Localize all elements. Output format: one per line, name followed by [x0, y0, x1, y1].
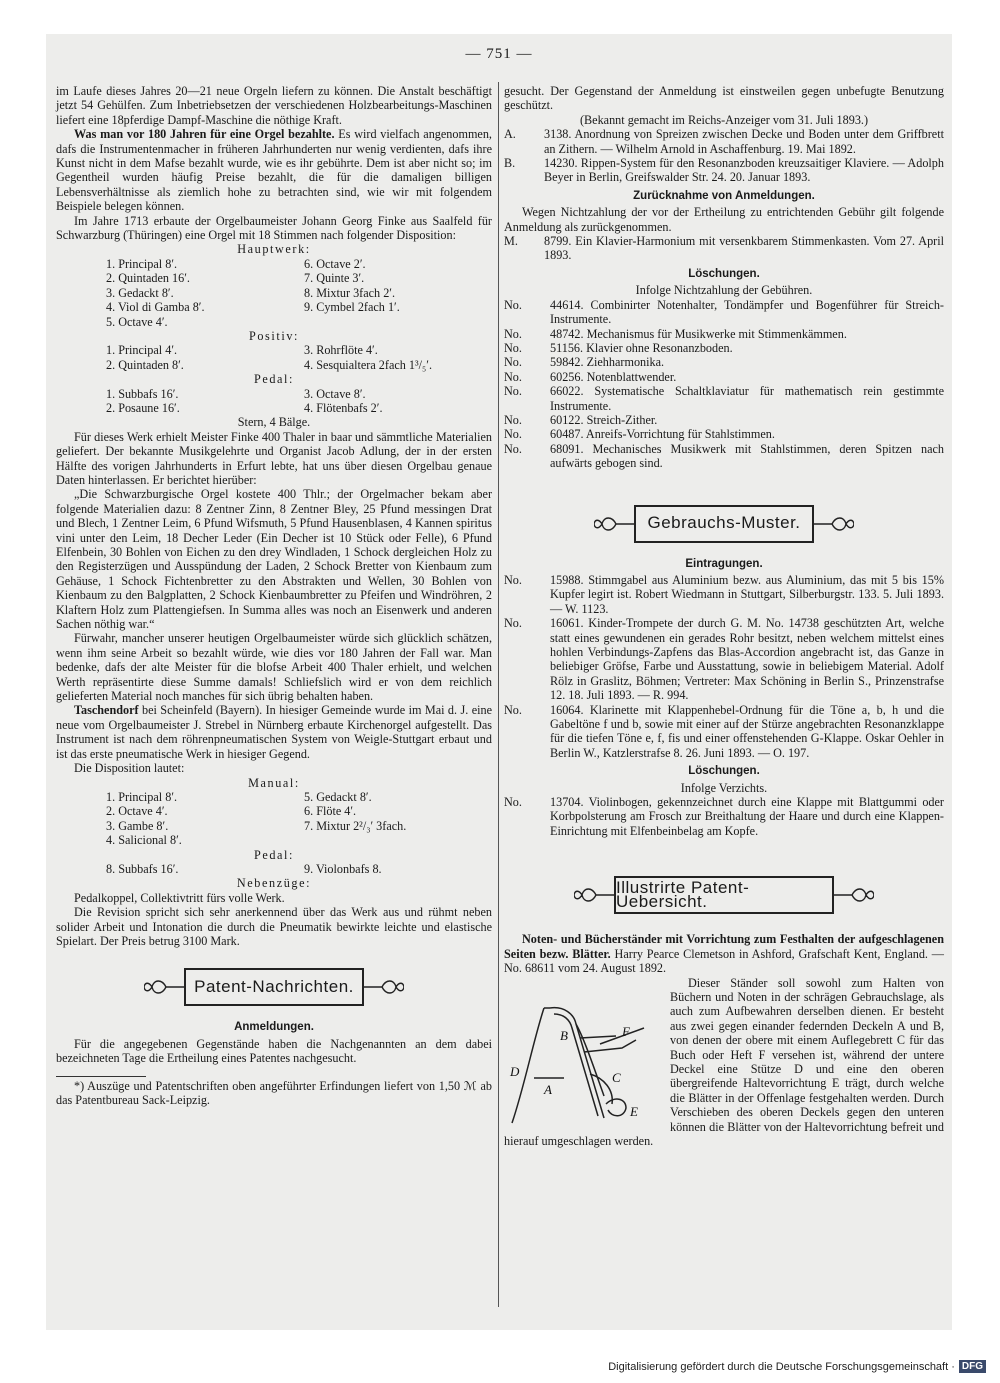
stop-item: 3. Gedackt 8′.: [106, 285, 174, 300]
paragraph: im Laufe dieses Jahres 20—21 neue Orgeln liefern zu können. Die Anstalt beschäftigt jetzt 54 Gehülfen. Zum Inbetriebsetzen der verschiedenen Holzbearbeitungs-Maschinen liefert eine 18pferdige Dampf-Maschine die nöthige Kraft.: [56, 84, 492, 127]
stop-item: [304, 833, 492, 847]
paragraph: Taschendorf bei Scheinfeld (Bayern). In hiesiger Gemeinde wurde im Mai d. J. eine neue vom Orgelbaumeister J. Strebel in Nürnberg erbaute Kirchenorgel aufgestellt. Das Instrument ist nach dem röhrenpneumatischen System von Weigle-Stuttgart erbaut und ist das erste pneumatische Werk in hiesiger Gegend.: [56, 703, 492, 761]
section-banner: [594, 501, 854, 547]
stop-item: 6. Octave 2′.: [304, 256, 366, 271]
subheading: Löschungen.: [688, 765, 760, 778]
subheading: Löschungen.: [688, 267, 760, 280]
list-item: M. 8799. Ein Klavier-Harmonium mit versenkbarem Stimmenkasten. Vom 27. April 1893.: [504, 234, 944, 263]
stop-list-pedal: [56, 387, 492, 416]
list-item: No. 51156. Klavier ohne Resonanzboden.: [504, 340, 733, 355]
quote-paragraph: „Die Schwarzburgische Orgel kostete 400 Thlr.; der Orgelmacher bekam aber folgende Materialien dazu: 8 Zentner Zinn, 8 Zentner Bley, 25 Pfund messingen Drat und Blech, 1 Zentner Leim, 6 Pfund Wifsmuth, 5 Pfund Hausenblasen, 4 Kannen spiritus vini unter den Leim, 18 Decher Leder (Ein Decher ist 10 Stück oder Felle), 6 Pfund Elfenbein, 30 Bohlen von Eichen zu den drey Windladen, 1 Schock dergleichen Holz zu den Registerzügen und Ausspündung der Laden, 2 Schock Bretter von Kienbaum zum Gehäuse, 1 Schock Fichtenbretter zu den Abstrakten und Wellen, 30 Bohlen von Kienbaum zu den Balgplatten, 2 Schock Kienbaumbretter zu Pfeifen und Windröhren, 2 Klaftern Holz zum Plattengiefsen. In Summa alles was noch an Eisenwerk und anderen Sachen nöthig war.“: [56, 487, 492, 632]
stop-item: 2. Octave 4′.: [106, 804, 168, 819]
paragraph: Was man vor 180 Jahren für eine Orgel bezahlte. Es wird vielfach angenommen, dafs die Instrumentenmacher in früheren Jahrhunderten nur wenig verdienten, dafs ihre Kunst nicht in dem Mafse bezahlt wurde, wie es ihr gebührte. Dem ist aber nicht so; im Gegentheil wurden häufig Preise bezahlt, die für die damaligen billigen Lebensverhältnisse als ziemlich hohe zu betrachten sind, wie wir mit folgendem Beispiele belegen können.: [56, 127, 492, 214]
patent-entry: Noten- und Bücherständer mit Vorrichtung zum Festhalten der aufgeschlagenen Seiten bezw. Blätter. Harry Pearce Clemetson in Ashford, Grafschaft Kent, England. — No. 68611 vom 24. August 1892.: [504, 932, 944, 976]
paragraph: Für dieses Werk erhielt Meister Finke 400 Thaler in baar und sämmtliche Materialien geliefert. Der bekannte Musikgelehrte und Organist Jacob Adlung, der in der ersten Hälfte des vorigen Jahrhunderts in Erfurt lebte, hat uns über diesen Orgelbau genaue Daten hinterlassen. Er berichtet hierüber:: [56, 429, 492, 487]
section-banner: [144, 964, 404, 1010]
article-heading: Taschendorf: [74, 703, 139, 718]
paragraph: Fürwahr, mancher unserer heutigen Orgelbaumeister würde sich glücklich schätzen, wenn ihm seine Arbeit so bezahlt würde, wie dies vor 180 Jahren der Fall war. Man bedenke, dafs der alte Meister für die blofse Arbeit 400 Thaler erhielt, und welchen Werth repräsentirte diese Summe damals! Schliefslich wird er von dem reichlich gelieferten Material noch manches für sich übrig behalten haben.: [56, 631, 492, 704]
list-item: No. 16064. Klarinette mit Klappenhebel-Ordnung für die Töne a, b, h und die Gabeltöne f und b, sowie mit einer auf der Stürze angebrachten Resonanzklappe für die tiefen Töne e, f, fis und einer offenstehenden G-Klappe. Oskar Oehler in Berlin W., Katzlerstrafse 8. 26. Juni 1893. — O. 197.: [504, 702, 944, 760]
patent-title: Noten- und Bücherständer mit Vorrichtung zum Festhalten der aufgeschlagenen Seiten bezw. Blätter.: [504, 932, 944, 961]
subheading: Eintragungen.: [685, 557, 763, 570]
paragraph: Dieser Ständer soll sowohl zum Halten von Büchern und Noten in der schrägen Gebrauchslage, als auch zum Aufbewahren derselben dienen. Er besteht aus zwei gegen einander federnden Deckeln A und B, von denen der obere mit einem Auflegebrett C für das Buch oder Heft F versehen ist, während der untere Deckel eine Stütze D und eine den oberen übergreifende Haltevorrichtung E trägt, durch welche die Blätter in der Offenlage festgehalten werden. Durch Verschieben des oberen Deckels gegen den unteren können die Blätter von der Haltevorrichtung befreit und hierauf umgeschlagen werden.: [504, 975, 944, 1148]
stop-list-hauptwerk: [56, 257, 492, 329]
stop-item: 2. Posaune 16′.: [106, 400, 180, 415]
list-item: No. 60487. Anreifs-Vorrichtung für Stahlstimmen.: [504, 427, 775, 442]
stop-item: 4. Flötenbafs 2′.: [304, 400, 383, 415]
list-item: No. 48742. Mechanismus für Musikwerke mit Stimmenkämmen.: [504, 326, 847, 341]
footer-text: Digitalisierung gefördert durch die Deutsche Forschungsgemeinschaft ·: [608, 1360, 955, 1373]
figure-label: D: [510, 1063, 520, 1079]
paragraph: gesucht. Der Gegenstand der Anmeldung ist einstweilen gegen unbefugte Benutzung geschützt.: [504, 84, 944, 113]
section-label: Manual:: [248, 775, 300, 790]
footnote-rule: [56, 1076, 146, 1077]
nebenzuege-line: Pedalkoppel, Collektivtritt fürs volle Werk.: [74, 890, 285, 905]
list-item: No. 16061. Kinder-Trompete der durch G. M. No. 14738 geschützten Art, welche statt eines gewundenen ein gerades Rohr besitzt, neben welchem mittelst eines hohlen Verbindungs-Zapfens das Blas-Accordion angebracht ist, das Ganze in beliebiger Gröfse, Farbe und Ausstattung, sowie in beliebigem Material. Adolf Rölz in Graslitz, Böhmen; Vertreter: Max Schöning in Berlin S., Prinzenstrafse 12. 18. Juli 1893. — R. 994.: [504, 616, 944, 703]
footnote: *) Auszüge und Patentschriften oben angeführter Erfindungen liefert von 1,50 ℳ ab das Patentbureau Sack-Leipzig.: [56, 1078, 492, 1107]
figure-label: B: [560, 1027, 568, 1043]
figure-label: A: [544, 1081, 552, 1097]
paragraph: Wegen Nichtzahlung der vor der Ertheilung zu entrichtenden Gebühr gilt folgende Anmeldung als zurückgenommen.: [504, 205, 944, 234]
stop-item: 1. Subbafs 16′.: [106, 386, 179, 401]
stop-item: [304, 315, 492, 329]
stop-item: 8. Subbafs 16′.: [106, 861, 179, 876]
ornament-icon: [594, 515, 634, 533]
stop-item: 4. Sesquialtera 2fach 1³/₅′.: [304, 357, 433, 372]
stop-item: 4. Viol di Gamba 8′.: [106, 300, 205, 315]
stern-line: Stern, 4 Bälge.: [237, 415, 311, 430]
stop-item: 6. Flöte 4′.: [304, 804, 357, 819]
stop-list-positiv: [56, 343, 492, 372]
figure-label: C: [612, 1069, 621, 1085]
stop-item: 2. Quintaden 8′.: [106, 357, 184, 372]
subheading-note: Infolge Verzichts.: [680, 780, 768, 795]
ornament-icon: [144, 978, 184, 996]
footer: [608, 1360, 986, 1373]
banner-title: Gebrauchs-Muster.: [634, 505, 814, 543]
stop-item: 1. Principal 4′.: [106, 343, 178, 358]
subheading: Zurücknahme von Anmeldungen.: [633, 189, 815, 202]
list-item: No. 68091. Mechanisches Musikwerk mit Stahlstimmen, deren Spitzen nach aufwärts gebogen sind.: [504, 441, 944, 471]
section-label: Nebenzüge:: [236, 876, 312, 891]
ornament-icon: [814, 515, 854, 533]
list-item: No. 60122. Streich-Zither.: [504, 412, 658, 427]
list-item: No. 66022. Systematische Schaltklaviatur für mathematisch rein gestimmte Instrumente.: [504, 384, 944, 413]
subheading: Anmeldungen.: [234, 1021, 314, 1034]
ornament-icon: [834, 886, 874, 904]
stop-item: 4. Salicional 8′.: [106, 833, 182, 848]
paragraph: Die Disposition lautet:: [74, 761, 185, 776]
list-item: B. 14230. Rippen-System für den Resonanzboden kreuzsaitiger Klaviere. — Adolph Beyer in Berlin, Greifswalder Str. 24. 20. Januar 1893.: [504, 156, 944, 185]
list-item: No. 60256. Notenblattwender.: [504, 369, 677, 384]
section-banner: [574, 872, 874, 918]
left-column: [56, 84, 492, 1107]
dfg-logo: DFG: [959, 1360, 986, 1373]
banner-title: Illustrirte Patent-Uebersicht.: [614, 876, 834, 914]
stop-item: 1. Principal 8′.: [106, 256, 178, 271]
stop-item: 3. Gambe 8′.: [106, 818, 169, 833]
stop-item: 7. Quinte 3′.: [304, 271, 365, 286]
paragraph: (Bekannt gemacht im Reichs-Anzeiger vom 31. Juli 1893.): [579, 112, 869, 127]
stop-item: 7. Mixtur 2²/₃′ 3fach.: [304, 818, 407, 833]
music-stand-figure: [504, 978, 662, 1128]
paragraph: Im Jahre 1713 erbaute der Orgelbaumeister Johann Georg Finke aus Saalfeld für Schwarzburg (Thüringen) eine Orgel mit 18 Stimmen nach folgender Disposition:: [56, 213, 492, 243]
column-divider: [498, 82, 499, 1307]
paragraph: Die Revision spricht sich sehr anerkennend über das Werk aus und rühmt neben solider Arbeit und Intonation die durch die Pneumatik bewirkte leichte und elastische Spielart. Der Preis betrug 3100 Mark.: [56, 905, 492, 948]
stop-item: 5. Octave 4′.: [106, 314, 168, 329]
stop-item: 3. Rohrflöte 4′.: [304, 343, 378, 358]
stop-list-pedal-2: [56, 862, 492, 876]
section-label: Pedal:: [253, 847, 295, 862]
section-label: Hauptwerk:: [237, 242, 311, 257]
stop-item: 8. Mixtur 3fach 2′.: [304, 285, 396, 300]
stop-item: 2. Quintaden 16′.: [106, 271, 190, 286]
figure-label: E: [630, 1103, 638, 1119]
list-item: No. 13704. Violinbogen, gekennzeichnet durch eine Klappe mit Blattgummi oder Korbpolsterung am Frosch zur Breithaltung der Haare und durch eine Klappen-Einrichtung mit Elfenbeinbelag am Kopfe.: [504, 795, 944, 838]
scanned-page: [46, 34, 952, 1330]
right-column: [504, 84, 944, 1148]
list-item: No. 15988. Stimmgabel aus Aluminium bezw. aus Aluminium, das mit 5 bis 15% Kupfer legirt ist. Robert Wiedmann in Stuttgart, Silberburgstr. 133. 5. Juli 1893. — W. 1123.: [504, 572, 944, 616]
list-item: A. 3138. Anordnung von Spreizen zwischen Decke und Boden unter dem Griffbrett an Zithern. — Wilhelm Arnold in Aschaffenburg. 19. Mai 1892.: [504, 127, 944, 156]
figure-label: F: [622, 1023, 630, 1039]
paragraph: Für die angegebenen Gegenstände haben die Nachgenannten an dem dabei bezeichneten Tage die Ertheilung eines Patentes nachgesucht.: [56, 1036, 492, 1066]
subheading-note: Infolge Nichtzahlung der Gebühren.: [635, 283, 813, 298]
section-label: Positiv:: [248, 328, 300, 343]
stop-item: 5. Gedackt 8′.: [304, 789, 372, 804]
stop-item: 9. Cymbel 2fach 1′.: [304, 300, 400, 315]
stop-item: 3. Octave 8′.: [304, 386, 366, 401]
section-label: Pedal:: [253, 372, 295, 387]
article-heading: Was man vor 180 Jahren für eine Orgel bezahlte.: [74, 127, 335, 142]
stop-list-manual: [56, 790, 492, 848]
banner-title: Patent-Nachrichten.: [184, 968, 364, 1006]
stop-item: 1. Principal 8′.: [106, 789, 178, 804]
list-item: No. 59842. Ziehharmonika.: [504, 355, 665, 370]
ornament-icon: [574, 886, 614, 904]
ornament-icon: [364, 978, 404, 996]
stop-item: 9. Violonbafs 8.: [304, 861, 382, 876]
page-number: — 751 —: [465, 46, 533, 62]
list-item: No. 44614. Combinirter Notenhalter, Tondämpfer und Bogenführer für Streich-Instrumente.: [504, 297, 944, 327]
